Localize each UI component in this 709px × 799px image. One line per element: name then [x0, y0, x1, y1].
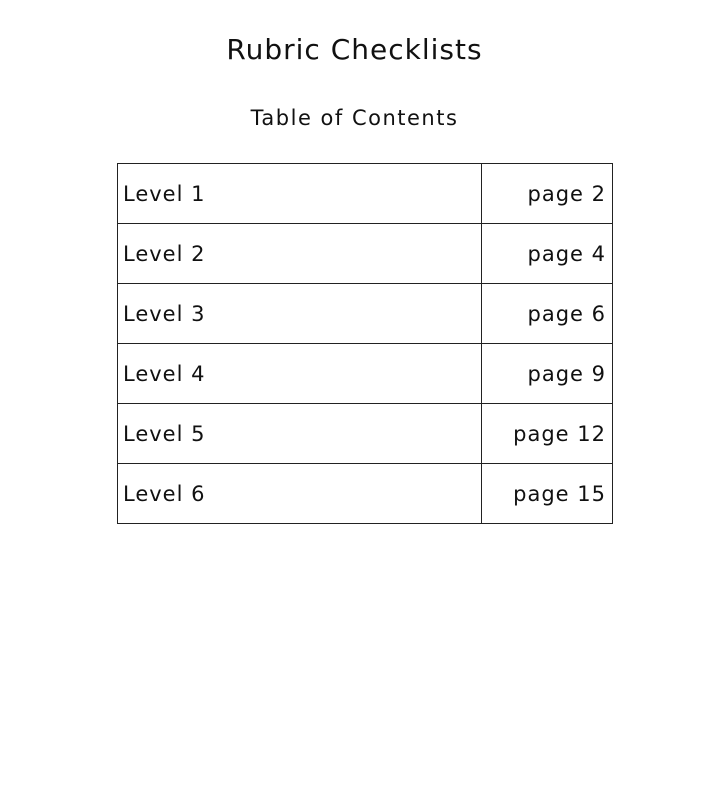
toc-page-number: page 15 [482, 464, 613, 524]
page-subtitle: Table of Contents [250, 106, 459, 130]
toc-page-number: page 9 [482, 344, 613, 404]
table-row [118, 284, 613, 344]
toc-level-label: Level 6 [118, 464, 482, 524]
toc-page-number: page 12 [482, 404, 613, 464]
page-title: Rubric Checklists [226, 33, 483, 66]
toc-page-number: page 4 [482, 224, 613, 284]
toc-level-label: Level 3 [118, 284, 482, 344]
table-row [118, 464, 613, 524]
toc-level-label: Level 5 [118, 404, 482, 464]
toc-level-label: Level 4 [118, 344, 482, 404]
toc-level-label: Level 1 [118, 164, 482, 224]
toc-page-number: page 2 [482, 164, 613, 224]
table-row [118, 404, 613, 464]
table-row [118, 344, 613, 404]
table-of-contents [117, 163, 613, 524]
toc-page-number: page 6 [482, 284, 613, 344]
toc-level-label: Level 2 [118, 224, 482, 284]
table-row [118, 224, 613, 284]
table-row [118, 164, 613, 224]
